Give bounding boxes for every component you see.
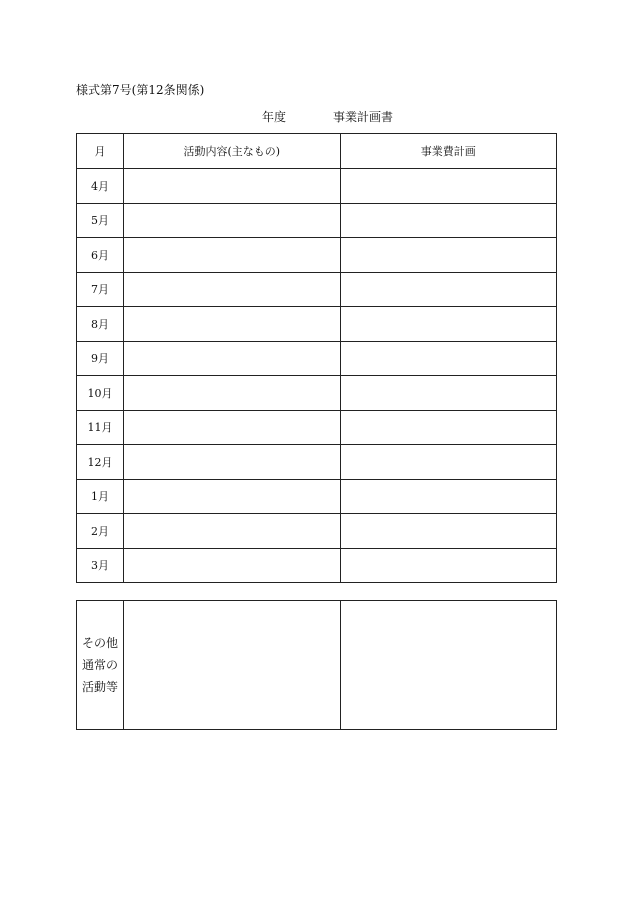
title-plan: 事業計画書 [333,110,394,124]
budget-cell[interactable] [340,238,556,273]
budget-cell[interactable] [340,514,556,549]
activity-cell[interactable] [124,445,340,480]
header-activity: 活動内容(主なもの) [124,134,340,169]
budget-cell[interactable] [340,445,556,480]
document-title [0,108,630,126]
activity-cell[interactable] [124,169,340,204]
form-number: 様式第7号(第12条関係) [76,83,205,97]
budget-cell[interactable] [340,307,556,342]
other-activities-table [76,600,557,730]
other-activities-label [77,601,124,730]
other-activities-row [77,601,557,730]
budget-cell[interactable] [340,410,556,445]
activity-cell[interactable] [124,514,340,549]
activity-cell[interactable] [124,203,340,238]
budget-cell[interactable] [340,479,556,514]
activity-cell[interactable] [124,272,340,307]
budget-cell[interactable] [340,376,556,411]
month-label: 4月 [77,169,124,204]
budget-cell[interactable] [340,169,556,204]
budget-cell[interactable] [340,272,556,307]
activity-cell[interactable] [124,548,340,583]
month-label: 10月 [77,376,124,411]
activity-cell[interactable] [124,341,340,376]
table-header-row [77,134,557,169]
month-label: 12月 [77,445,124,480]
title-year: 年度 [262,110,287,124]
activity-cell[interactable] [124,479,340,514]
activity-cell[interactable] [124,376,340,411]
month-label: 9月 [77,341,124,376]
table-row [77,307,557,342]
table-row [77,376,557,411]
budget-cell[interactable] [340,203,556,238]
activity-cell[interactable] [124,307,340,342]
month-label: 11月 [77,410,124,445]
other-label-line: 通常の [82,658,119,672]
month-label: 8月 [77,307,124,342]
table-row [77,272,557,307]
month-label: 5月 [77,203,124,238]
table-row [77,341,557,376]
other-budget-cell[interactable] [340,601,556,730]
month-label: 6月 [77,238,124,273]
budget-cell[interactable] [340,548,556,583]
month-label: 2月 [77,514,124,549]
month-label: 7月 [77,272,124,307]
other-label-line: その他 [82,636,119,650]
activity-cell[interactable] [124,410,340,445]
table-row [77,548,557,583]
other-activity-cell[interactable] [124,601,340,730]
table-row [77,169,557,204]
other-label-line: 活動等 [82,680,119,694]
table-row [77,203,557,238]
budget-cell[interactable] [340,341,556,376]
month-label: 1月 [77,479,124,514]
month-label: 3月 [77,548,124,583]
header-budget: 事業費計画 [340,134,556,169]
header-month: 月 [77,134,124,169]
activity-cell[interactable] [124,238,340,273]
table-row [77,410,557,445]
table-row [77,479,557,514]
business-plan-table [76,133,557,583]
table-row [77,238,557,273]
table-row [77,514,557,549]
table-row [77,445,557,480]
